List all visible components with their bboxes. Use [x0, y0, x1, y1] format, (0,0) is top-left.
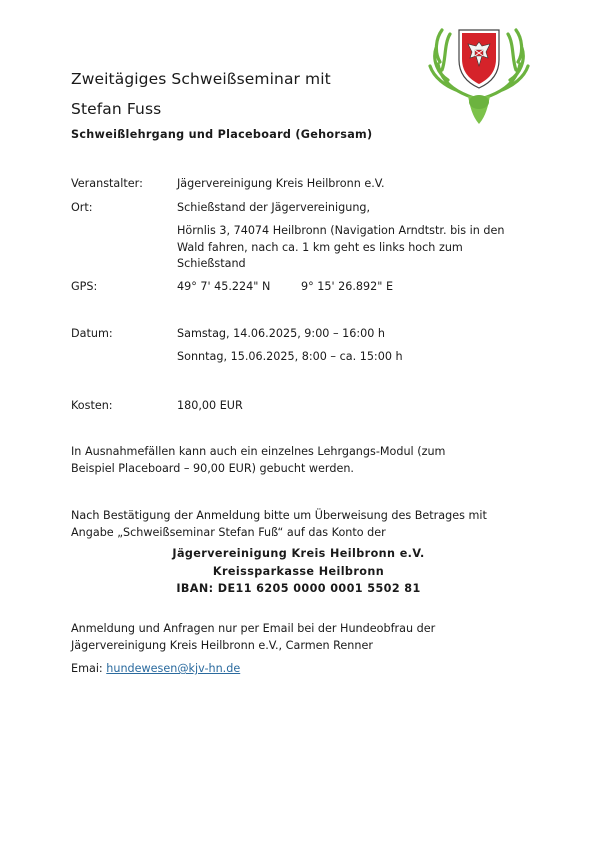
organizer-label: Veranstalter: [71, 177, 143, 190]
coat-of-arms-logo-icon [428, 20, 530, 126]
email-link[interactable]: hundewesen@kjv-hn.de [106, 662, 241, 675]
gps-north-value: 49° 7' 45.224" N [177, 280, 271, 293]
organizer-value: Jägervereinigung Kreis Heilbronn e.V. [177, 177, 385, 190]
title-line-1: Zweitägiges Schweißseminar mit [71, 70, 331, 88]
email-label: Emai: [71, 662, 103, 675]
exception-note: In Ausnahmefällen kann auch ein einzelnes Lehrgangs-Modul (zum Beispiel Placeboard – 90,00 EUR) gebucht werden. [71, 445, 446, 475]
date-day-1: Samstag, 14.06.2025, 9:00 – 16:00 h [177, 327, 386, 340]
location-value: Schießstand der Jägervereinigung, [177, 201, 371, 214]
gps-label: GPS: [71, 280, 98, 293]
location-label: Ort: [71, 201, 93, 214]
registration-note: Anmeldung und Anfragen nur per Email bei der Hundeobfrau der Jägervereinigung Kreis Heilbronn e.V., Carmen Renner [71, 622, 436, 652]
bank-account-holder: Jägervereinigung Kreis Heilbronn e.V. [172, 547, 425, 560]
cost-value: 180,00 EUR [177, 399, 243, 412]
cost-label: Kosten: [71, 399, 113, 412]
bank-name: Kreissparkasse Heilbronn [212, 565, 385, 578]
title-line-2: Stefan Fuss [71, 100, 162, 118]
email-line [71, 661, 531, 678]
bank-iban: IBAN: DE11 6205 0000 0001 5502 81 [176, 582, 421, 595]
date-day-2: Sonntag, 15.06.2025, 8:00 – ca. 15:00 h [177, 350, 403, 363]
date-label: Datum: [71, 327, 113, 340]
payment-note: Nach Bestätigung der Anmeldung bitte um Überweisung des Betrages mit Angabe „Schweißseminar Stefan Fuß“ auf das Konto der [71, 509, 487, 539]
gps-east-value: 9° 15' 26.892" E [301, 280, 394, 293]
subtitle: Schweißlehrgang und Placeboard (Gehorsam) [71, 128, 373, 141]
address-value: Hörnlis 3, 74074 Heilbronn (Navigation Arndtstr. bis in den Wald fahren, nach ca. 1 km geht es links hoch zum Schießstand [177, 224, 505, 270]
